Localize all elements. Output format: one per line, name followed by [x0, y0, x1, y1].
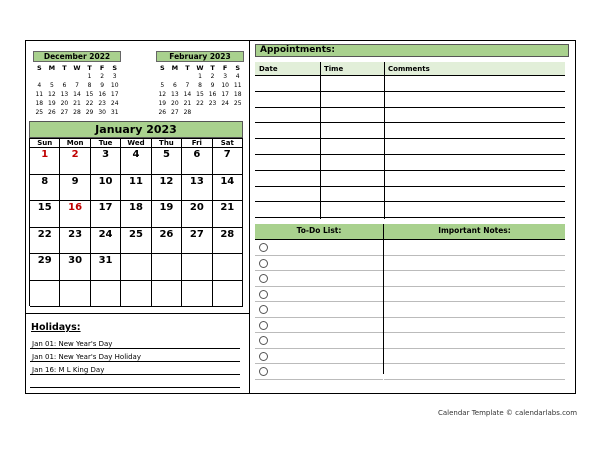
mini-day-cell: 12: [48, 91, 56, 98]
mini-day-cell: 25: [35, 109, 44, 116]
mini-calendar-december: [33, 51, 121, 117]
mini-day-cell: 20: [60, 100, 69, 107]
mini-day-cell: 6: [62, 82, 67, 89]
holidays-list: [30, 336, 240, 388]
day-cell: [152, 254, 182, 281]
todo-row: [255, 256, 383, 272]
mini-day-cell: 26: [158, 109, 167, 116]
mini-day-cell: 20: [171, 100, 179, 107]
mini-day-cell: 17: [221, 91, 229, 98]
checkbox-circle-icon[interactable]: [259, 367, 268, 376]
mini-day-cell: 8: [198, 82, 202, 89]
notes-row: [384, 349, 565, 365]
day-cell: [91, 281, 121, 308]
day-cell: 27: [182, 228, 212, 255]
day-cell: 26: [152, 228, 182, 255]
weekday-header: Sat: [213, 139, 243, 148]
mini-day-cell: [156, 73, 169, 81]
mini-day-cell: 7: [185, 82, 190, 89]
notes-row: [384, 333, 565, 349]
mini-day-cell: 15: [196, 91, 204, 98]
mini-day-cell: 6: [172, 82, 177, 89]
holiday-item: Jan 01: New Year's Day Holiday: [30, 349, 240, 362]
mini-day-cell: 31: [110, 109, 119, 116]
mini-weekday-label: S: [112, 64, 118, 72]
notes-row: [384, 302, 565, 318]
appointments-column-divider: [320, 62, 321, 219]
day-cell: 11: [121, 175, 151, 202]
mini-day-cell: 10: [221, 82, 229, 89]
mini-weekday-label: T: [185, 64, 190, 72]
day-cell: 22: [30, 228, 60, 255]
mini-weekday-label: W: [196, 64, 204, 72]
checkbox-circle-icon[interactable]: [259, 243, 268, 252]
day-cell: [30, 281, 60, 308]
todo-row: [255, 349, 383, 365]
day-cell: 9: [60, 175, 90, 202]
mini-day-cell: 18: [35, 100, 44, 107]
mini-weekday-label: S: [36, 64, 42, 72]
checkbox-circle-icon[interactable]: [259, 336, 268, 345]
weekday-header: Fri: [182, 139, 212, 148]
day-cell: 21: [213, 201, 243, 228]
mini-weekday-label: M: [48, 64, 56, 72]
calendar-sheet: [25, 40, 576, 394]
appointment-row: [255, 202, 565, 218]
mini-day-cell: 9: [210, 82, 215, 89]
mini-day-cell: 14: [73, 91, 81, 98]
day-cell: 3: [91, 148, 121, 175]
mini-day-cell: 8: [87, 82, 92, 89]
weekday-header: Sun: [30, 139, 60, 148]
mini-day-cell: 24: [221, 100, 229, 107]
holiday-item: [30, 375, 240, 388]
mini-day-cell: 11: [35, 91, 44, 98]
checkbox-circle-icon[interactable]: [259, 305, 268, 314]
day-cell: 24: [91, 228, 121, 255]
mini-day-cell: 5: [49, 82, 54, 89]
appointment-row: [255, 187, 565, 203]
mini-day-cell: 10: [110, 82, 119, 89]
mini-day-cell: [33, 73, 46, 81]
appointment-row: [255, 108, 565, 124]
mini-day-cell: 2: [210, 73, 215, 80]
mini-calendar-title: December 2022: [33, 51, 121, 62]
mini-day-cell: 23: [208, 100, 217, 107]
mini-day-cell: 4: [235, 73, 240, 80]
month-grid: [29, 138, 243, 306]
mini-day-cell: 22: [85, 100, 94, 107]
mini-day-cell: 5: [160, 82, 165, 89]
appointment-row: [255, 139, 565, 155]
checkbox-circle-icon[interactable]: [259, 352, 268, 361]
appointment-row: [255, 123, 565, 139]
day-cell: 31: [91, 254, 121, 281]
todo-row: [255, 318, 383, 334]
mini-day-cell: 16: [208, 91, 217, 98]
mini-calendar-title: February 2023: [156, 51, 244, 62]
day-cell: 7: [213, 148, 243, 175]
mini-calendar-grid: [156, 64, 244, 117]
mini-weekday-label: T: [87, 64, 92, 72]
mini-day-cell: 26: [48, 109, 56, 116]
mini-day-cell: 25: [233, 100, 242, 107]
mini-day-cell: 13: [60, 91, 69, 98]
day-cell: 4: [121, 148, 151, 175]
todo-row: [255, 271, 383, 287]
weekday-header: Thu: [152, 139, 182, 148]
appointment-row: [255, 155, 565, 171]
checkbox-circle-icon[interactable]: [259, 290, 268, 299]
mini-day-cell: 21: [183, 100, 192, 107]
notes-title: Important Notes:: [384, 224, 565, 240]
day-cell: [182, 281, 212, 308]
mini-day-cell: 22: [196, 100, 204, 107]
holiday-item: Jan 16: M L King Day: [30, 362, 240, 375]
notes-row: [384, 364, 565, 380]
mini-day-cell: 13: [171, 91, 179, 98]
day-cell: 8: [30, 175, 60, 202]
day-cell: [182, 254, 212, 281]
mini-day-cell: 2: [100, 73, 105, 80]
weekday-header: Mon: [60, 139, 90, 148]
day-cell: 12: [152, 175, 182, 202]
mini-calendar-grid: [33, 64, 121, 117]
notes-row: [384, 240, 565, 256]
todo-row: [255, 287, 383, 303]
day-cell: 14: [213, 175, 243, 202]
day-cell: 5: [152, 148, 182, 175]
mini-day-cell: 19: [158, 100, 167, 107]
appointment-row: [255, 171, 565, 187]
vertical-divider: [249, 41, 250, 393]
day-cell: [121, 254, 151, 281]
mini-day-cell: 14: [183, 91, 192, 98]
notes-row: [384, 256, 565, 272]
mini-day-cell: [46, 73, 59, 81]
mini-weekday-label: F: [222, 64, 228, 72]
notes-row: [384, 318, 565, 334]
mini-weekday-label: F: [99, 64, 105, 72]
appointments-header: [255, 62, 565, 76]
mini-day-cell: 27: [60, 109, 69, 116]
mini-weekday-label: M: [171, 64, 179, 72]
mini-day-cell: 9: [100, 82, 105, 89]
day-cell: 1: [30, 148, 60, 175]
mini-day-cell: 21: [73, 100, 81, 107]
day-cell: 15: [30, 201, 60, 228]
mini-weekday-label: S: [159, 64, 165, 72]
mini-weekday-label: T: [62, 64, 67, 72]
weekday-header: Wed: [121, 139, 151, 148]
day-cell: 18: [121, 201, 151, 228]
mini-day-cell: 28: [73, 109, 81, 116]
mini-day-cell: 3: [112, 73, 117, 80]
day-cell: [213, 281, 243, 308]
appointments-title: Appointments:: [255, 44, 569, 57]
day-cell: 25: [121, 228, 151, 255]
day-cell: 19: [152, 201, 182, 228]
notes-row: [384, 271, 565, 287]
mini-day-cell: [181, 73, 194, 81]
day-cell: 2: [60, 148, 90, 175]
day-cell: [121, 281, 151, 308]
holidays-title: Holidays:: [31, 322, 81, 333]
appointment-row: [255, 92, 565, 108]
day-cell: 28: [213, 228, 243, 255]
mini-day-cell: 23: [98, 100, 106, 107]
checkbox-circle-icon[interactable]: [259, 321, 268, 330]
todo-row: [255, 364, 383, 380]
mini-day-cell: 16: [98, 91, 106, 98]
mini-day-cell: 19: [48, 100, 56, 107]
mini-day-cell: 24: [110, 100, 119, 107]
mini-day-cell: 11: [233, 82, 242, 89]
appointments-rows: [255, 76, 565, 218]
checkbox-circle-icon[interactable]: [259, 259, 268, 268]
day-cell: [213, 254, 243, 281]
day-cell: 30: [60, 254, 90, 281]
mini-day-cell: 30: [98, 109, 106, 116]
mini-day-cell: [169, 73, 182, 81]
column-header-time: Time: [324, 65, 344, 73]
mini-weekday-label: T: [210, 64, 215, 72]
mini-day-cell: 28: [183, 109, 192, 116]
mini-weekday-label: W: [73, 64, 81, 72]
day-cell: 6: [182, 148, 212, 175]
holidays-divider: [26, 313, 249, 314]
mini-day-cell: 3: [223, 73, 228, 80]
todo-row: [255, 333, 383, 349]
holiday-item: Jan 01: New Year's Day: [30, 336, 240, 349]
todo-title: To-Do List:: [255, 224, 383, 240]
mini-day-cell: 4: [37, 82, 42, 89]
mini-day-cell: 27: [171, 109, 179, 116]
footer-credit: Calendar Template © calendarlabs.com: [438, 409, 578, 417]
mini-day-cell: 18: [233, 91, 242, 98]
day-cell: 29: [30, 254, 60, 281]
todo-list: [255, 240, 383, 380]
mini-day-cell: [58, 73, 71, 81]
mini-day-cell: 12: [158, 91, 167, 98]
day-cell: [60, 281, 90, 308]
notes-list: [384, 240, 565, 380]
day-cell: 20: [182, 201, 212, 228]
todo-row: [255, 302, 383, 318]
day-cell: 23: [60, 228, 90, 255]
day-cell: [152, 281, 182, 308]
mini-day-cell: 29: [85, 109, 94, 116]
day-cell: 10: [91, 175, 121, 202]
mini-day-cell: 17: [110, 91, 119, 98]
checkbox-circle-icon[interactable]: [259, 274, 268, 283]
weekday-header: Tue: [91, 139, 121, 148]
appointment-row: [255, 76, 565, 92]
todo-row: [255, 240, 383, 256]
mini-weekday-label: S: [235, 64, 241, 72]
mini-calendar-february: [156, 51, 244, 117]
column-header-date: Date: [259, 65, 278, 73]
mini-day-cell: 15: [85, 91, 94, 98]
day-cell: 17: [91, 201, 121, 228]
day-cell: 13: [182, 175, 212, 202]
mini-day-cell: 1: [87, 73, 92, 80]
notes-row: [384, 287, 565, 303]
appointments-column-divider: [384, 62, 385, 219]
column-header-comments: Comments: [388, 65, 430, 73]
mini-day-cell: [71, 73, 84, 81]
day-cell: 16: [60, 201, 90, 228]
month-title: January 2023: [29, 121, 243, 138]
mini-day-cell: 7: [75, 82, 79, 89]
mini-day-cell: 1: [198, 73, 202, 80]
